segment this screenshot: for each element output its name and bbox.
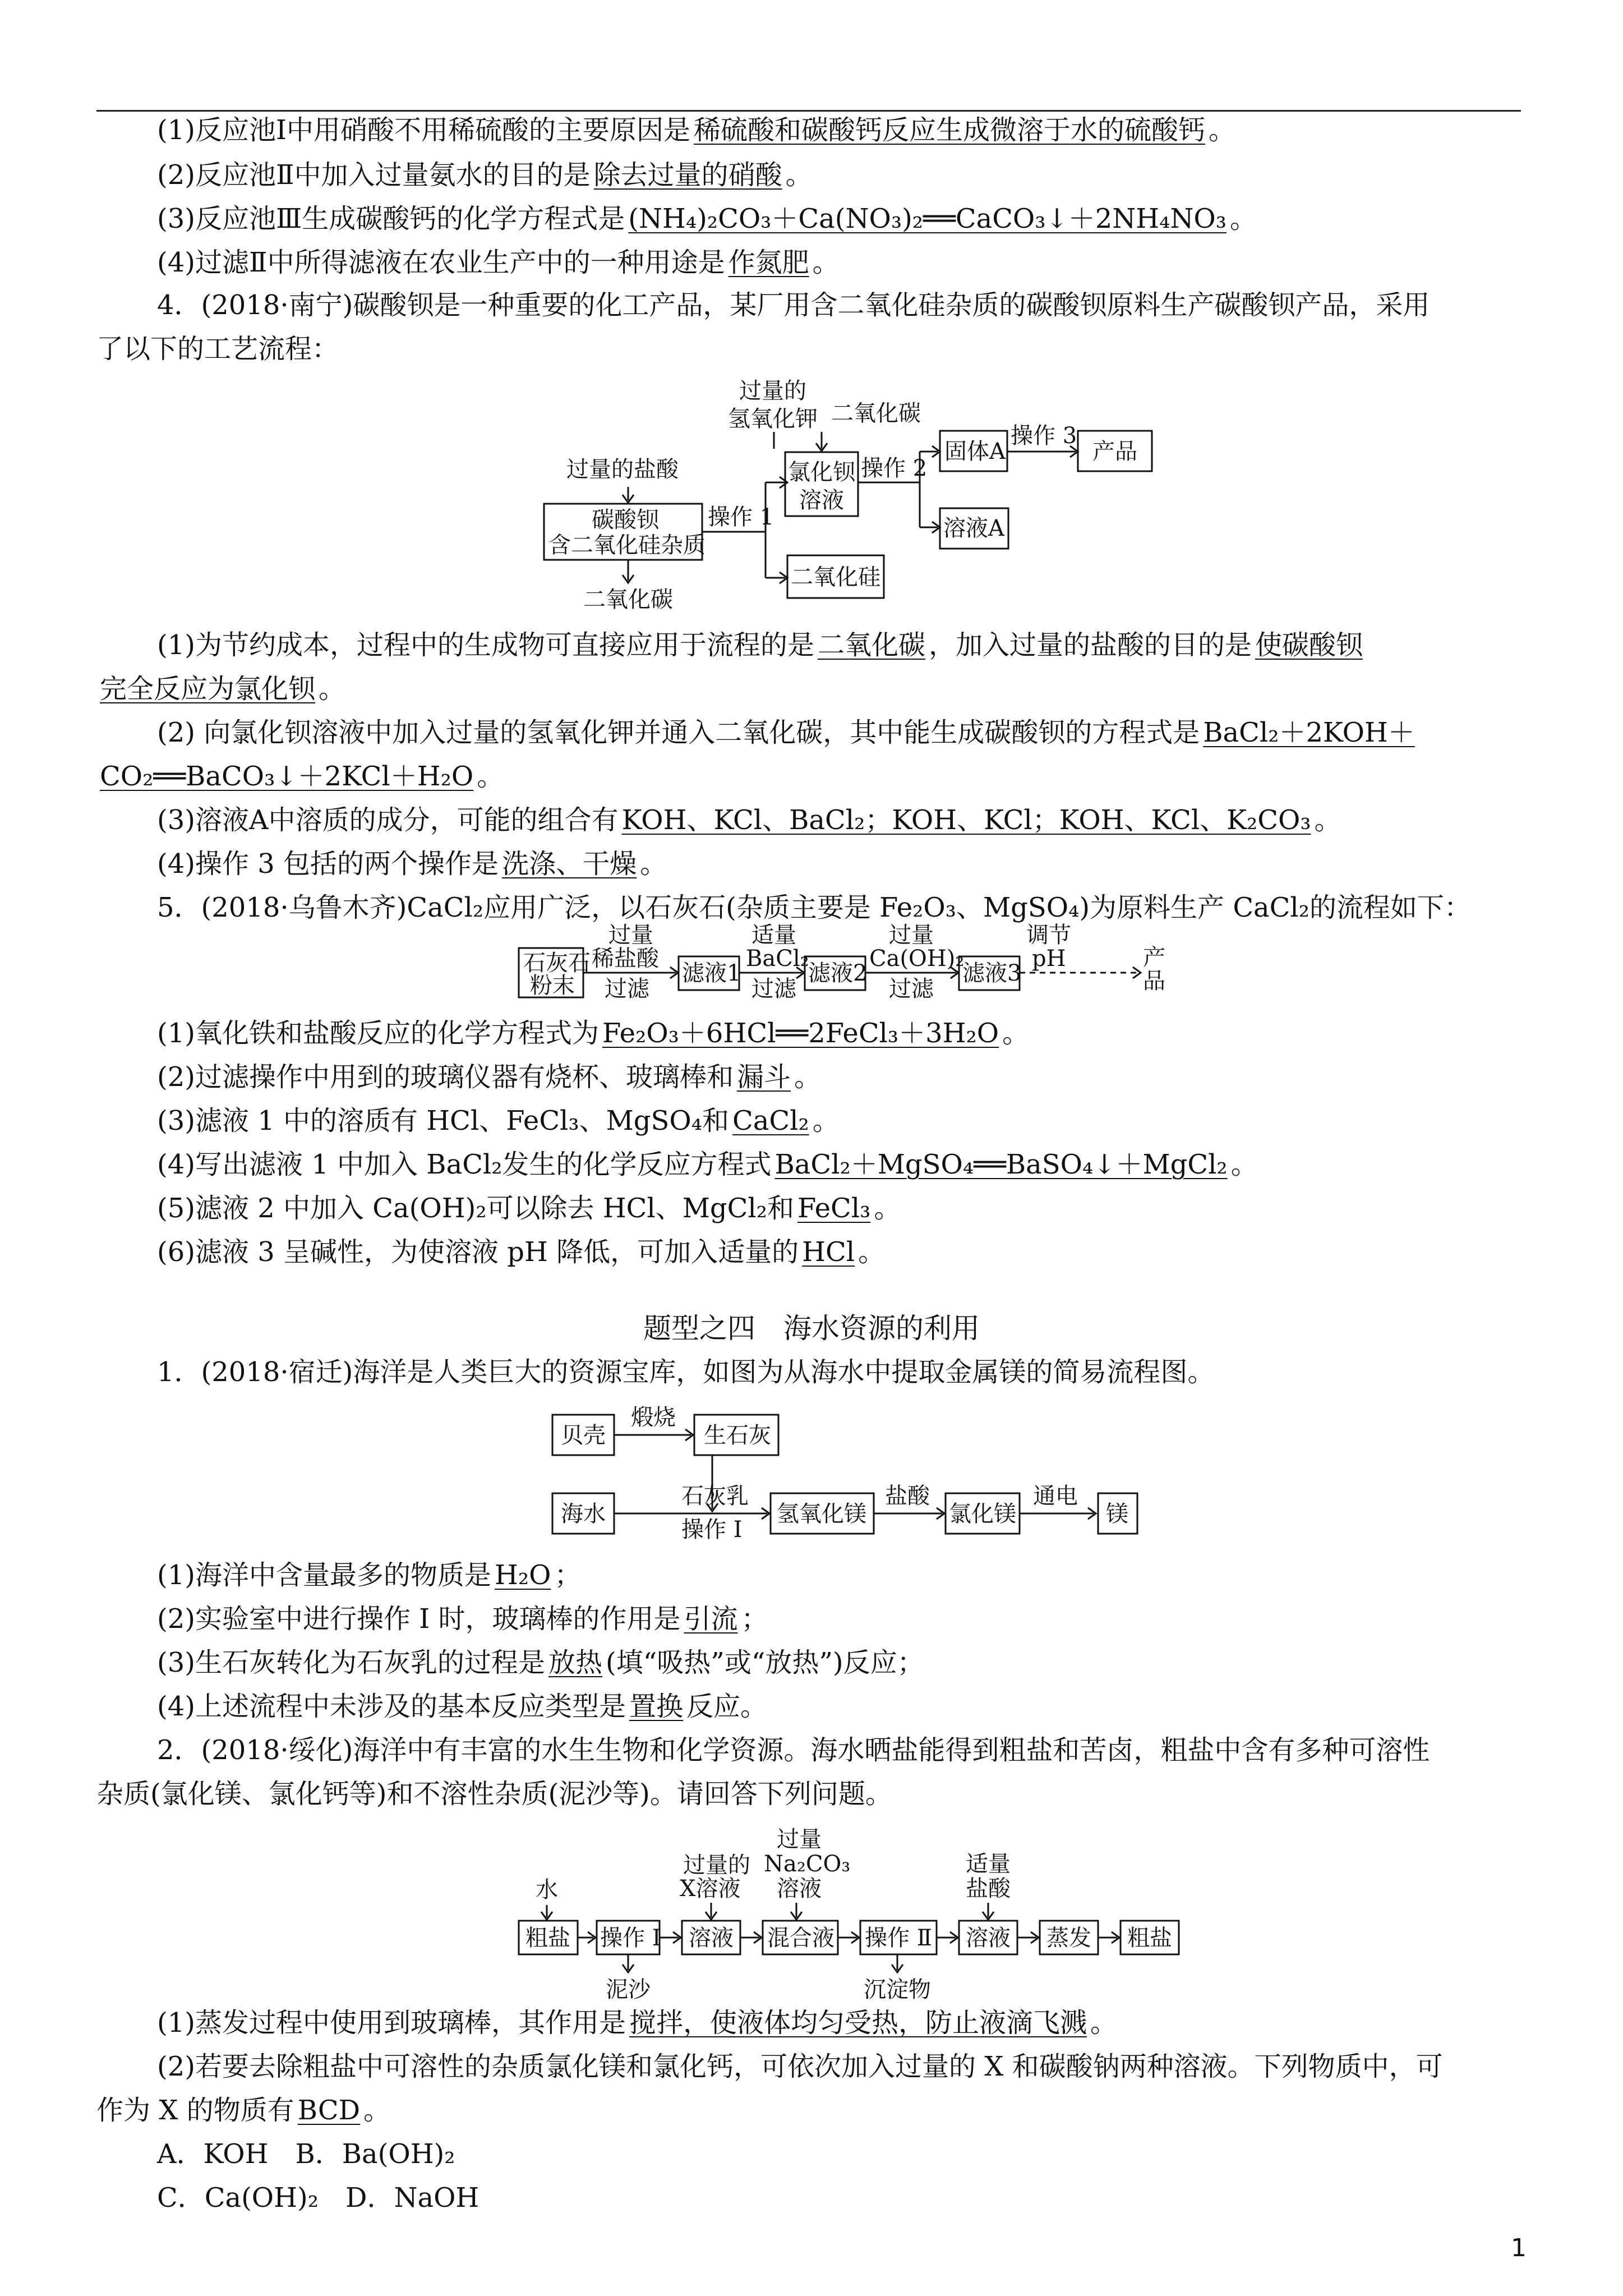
- flow-box-text: 滤液1: [682, 960, 741, 986]
- flow-label: 品: [1143, 968, 1165, 994]
- flow-box-text: 粗盐: [1127, 1925, 1172, 1951]
- answer: Fe₂O₃＋6HCl══2FeCl₃＋3H₂O: [602, 1018, 999, 1049]
- q5-part-6: (6)滤液 3 呈碱性，为使溶液 pH 降低，可加入适量的 HCl 。: [157, 1236, 886, 1268]
- answer: 置换: [629, 1691, 684, 1722]
- q5-part-4: (4)写出滤液 1 中加入 BaCl₂发生的化学反应方程式 BaCl₂＋MgSO₄══BaSO₄↓＋MgCl₂ 。: [157, 1149, 1258, 1180]
- flow-label: 过量的盐酸: [566, 457, 679, 482]
- flow-box-text: 操作 Ⅱ: [865, 1925, 932, 1951]
- flow-label: 过量: [777, 1826, 822, 1852]
- answer: BaCl₂＋2KOH＋: [1203, 717, 1415, 748]
- flow-box-text: 操作 Ⅰ: [600, 1925, 661, 1951]
- answer: FeCl₃: [797, 1193, 871, 1224]
- flow-label: 操作 I: [681, 1517, 743, 1543]
- flow-box-text: 溶液A: [943, 516, 1004, 541]
- q3-part-1: (1)反应池Ⅰ中用硝酸不用稀硫酸的主要原因是 稀硫酸和碳酸钙反应生成微溶于水的硫酸钙 。: [157, 114, 1235, 146]
- flow-label: 溶液: [777, 1876, 822, 1902]
- s4q1-part-3: (3)生石灰转化为石灰乳的过程是 放热 (填“吸热”或“放热”)反应；: [157, 1647, 924, 1678]
- s4q1-flow: [552, 1405, 1137, 1543]
- s4q2-options-cd: C．Ca(OH)₂ D．NaOH: [157, 2182, 479, 2214]
- flow-label: 过量: [889, 922, 934, 948]
- flow-box-text: 含二氧化硅杂质: [548, 532, 706, 558]
- answer: 作氮肥: [728, 247, 809, 278]
- flow-box-text: 氢氧化镁: [777, 1501, 866, 1527]
- answer: CaCl₂: [732, 1105, 809, 1137]
- answer: 稀硫酸和碳酸钙反应生成微溶于水的硫酸钙: [693, 114, 1205, 146]
- flow-label: 二氧化碳: [831, 401, 921, 426]
- q4-intro-2: 了以下的工艺流程：: [96, 333, 339, 365]
- q5-part-3: (3)滤液 1 中的溶质有 HCl、FeCl₃、MgSO₄和 CaCl₂ 。: [157, 1105, 840, 1137]
- flow-label: 产: [1143, 945, 1165, 970]
- s4q2-part-2-cont: 作为 X 的物质有 BCD 。: [96, 2095, 391, 2126]
- answer: 引流: [684, 1603, 738, 1635]
- answer: CO₂══BaCO₃↓＋2KCl＋H₂O: [100, 761, 474, 792]
- flow-box-text: 滤液2: [808, 960, 868, 986]
- flow-box-text: 产品: [1092, 439, 1137, 464]
- flow-label: Ca(OH)₂: [869, 946, 965, 972]
- answer: 除去过量的硝酸: [593, 159, 782, 191]
- s4q1-part-4: (4)上述流程中未涉及的基本反应类型是 置换 反应。: [157, 1691, 768, 1722]
- s4q1-intro: 1．(2018·宿迁)海洋是人类巨大的资源宝库，如图为从海水中提取金属镁的简易流程图。: [157, 1356, 1215, 1388]
- flow-box-text: 生石灰: [704, 1423, 771, 1448]
- q3-part-4: (4)过滤Ⅱ中所得滤液在农业生产中的一种用途是 作氮肥 。: [157, 247, 840, 278]
- s4q2-options-ab: A．KOH B．Ba(OH)₂: [157, 2138, 455, 2170]
- flow-label: 盐酸: [966, 1876, 1011, 1902]
- flow-label: 过滤: [605, 976, 649, 1002]
- flow-box-text: 蒸发: [1046, 1925, 1091, 1951]
- q4-intro-1: 4．(2018·南宁)碳酸钡是一种重要的化工产品，某厂用含二氧化硅杂质的碳酸钡原料生产碳酸钡产品，采用: [157, 289, 1430, 321]
- flow-box-text: 贝壳: [561, 1423, 606, 1448]
- flow-label: 过量: [608, 922, 653, 948]
- s4q1-part-2: (2)实验室中进行操作 I 时，玻璃棒的作用是 引流 ；: [157, 1603, 768, 1635]
- answer: 使碳酸钡: [1255, 629, 1363, 661]
- flow-label: 沉淀物: [864, 1977, 931, 2003]
- flow-label: 泥沙: [606, 1977, 651, 2003]
- flow-label: 适量: [966, 1851, 1011, 1877]
- flow-label: 通电: [1033, 1483, 1078, 1509]
- q4-part-2-cont: CO₂══BaCO₃↓＋2KCl＋H₂O 。: [96, 758, 504, 794]
- flow-box-text: 海水: [561, 1501, 606, 1527]
- flow-label: 水: [536, 1877, 558, 1903]
- q4-flow: [544, 378, 1152, 613]
- flow-label: 煅烧: [631, 1405, 676, 1430]
- flow-box-text: 粗盐: [525, 1925, 570, 1951]
- flow-label: BaCl₂: [746, 946, 809, 972]
- q4-part-1-cont: 完全反应为氯化钡 。: [96, 671, 345, 707]
- s4q2-part-2: (2)若要去除粗盐中可溶性的杂质氯化镁和氯化钙，可依次加入过量的 X 和碳酸钠两种溶液。下列物质中，可: [157, 2051, 1443, 2082]
- answer: 完全反应为氯化钡: [100, 673, 316, 705]
- flow-label: X溶液: [680, 1876, 741, 1902]
- q4-part-3: (3)溶液A中溶质的成分，可能的组合有 KOH、KCl、BaCl₂；KOH、KCl；KOH、KCl、K₂CO₃ 。: [157, 804, 1341, 836]
- flow-box-text: 溶液: [799, 487, 844, 513]
- flow-label: 适量: [751, 922, 796, 948]
- s4q2-flow: [519, 1826, 1179, 2003]
- flow-box-text: 氯化镁: [949, 1501, 1016, 1527]
- s4q2-intro-2: 杂质(氯化镁、氯化钙等)和不溶性杂质(泥沙等)。请回答下列问题。: [96, 1778, 892, 1810]
- flow-box-text: 碳酸钡: [592, 507, 659, 533]
- flow-label: 盐酸: [885, 1483, 930, 1509]
- answer: BCD: [297, 2095, 361, 2126]
- flow-box-text: 镁: [1106, 1501, 1128, 1527]
- flow-label: 操作 1: [708, 504, 774, 530]
- flow-label: Na₂CO₃: [764, 1851, 851, 1877]
- flow-box-text: 溶液: [966, 1925, 1011, 1951]
- q5-flow: [519, 922, 1165, 1002]
- page-number: 1: [1511, 2234, 1527, 2262]
- answer: KOH、KCl、BaCl₂；KOH、KCl；KOH、KCl、K₂CO₃: [621, 804, 1311, 836]
- answer: HCl: [802, 1236, 855, 1268]
- answer: H₂O: [495, 1559, 551, 1591]
- flow-label: pH: [1032, 946, 1066, 972]
- flow-box-text: 二氧化硅: [791, 564, 880, 590]
- flow-box-text: 氯化钡: [788, 459, 855, 485]
- flow-label: 操作 2: [861, 455, 928, 481]
- q5-part-2: (2)过滤操作中用到的玻璃仪器有烧杯、玻璃棒和 漏斗 。: [157, 1061, 822, 1093]
- s4q1-part-1: (1)海洋中含量最多的物质是 H₂O ；: [157, 1559, 582, 1591]
- answer: BaCl₂＋MgSO₄══BaSO₄↓＋MgCl₂: [774, 1149, 1228, 1180]
- flow-box-text: 溶液: [689, 1925, 734, 1951]
- q4-part-4: (4)操作 3 包括的两个操作是 洗涤、干燥 。: [157, 848, 667, 880]
- q4-part-2: (2) 向氯化钡溶液中加入过量的氢氧化钾并通入二氧化碳，其中能生成碳酸钡的方程式是 BaCl₂＋2KOH＋: [157, 715, 1418, 751]
- flow-label: 调节: [1026, 922, 1071, 948]
- flow-label: 石灰乳: [681, 1483, 749, 1509]
- flow-label: 操作 3: [1011, 423, 1077, 449]
- section-title: 题型之四 海水资源的利用: [643, 1312, 980, 1345]
- q5-part-1: (1)氧化铁和盐酸反应的化学方程式为 Fe₂O₃＋6HCl══2FeCl₃＋3H₂O 。: [157, 1018, 1030, 1049]
- flow-box-text: 粉末: [530, 973, 575, 999]
- q3-part-3: (3)反应池Ⅲ生成碳酸钙的化学方程式是 (NH₄)₂CO₃＋Ca(NO₃)₂══CaCO₃↓＋2NH₄NO₃ 。: [157, 203, 1257, 234]
- flow-label: 过量的: [683, 1852, 750, 1878]
- q4-part-1: (1)为节约成本，过程中的生成物可直接应用于流程的是 二氧化碳 ，加入过量的盐酸的目的是 使碳酸钡: [157, 627, 1366, 663]
- flow-box-text: 混合液: [767, 1925, 834, 1951]
- flow-label: 过量的: [739, 378, 806, 404]
- answer: 放热: [548, 1647, 603, 1678]
- answer: 洗涤、干燥: [502, 848, 637, 880]
- answer: 二氧化碳: [818, 629, 926, 661]
- s4q2-intro-1: 2．(2018·绥化)海洋中有丰富的水生生物和化学资源。海水晒盐能得到粗盐和苦卤，粗盐中含有多种可溶性: [157, 1734, 1430, 1766]
- answer: 漏斗: [737, 1061, 791, 1093]
- flow-label: 稀盐酸: [592, 946, 659, 972]
- flow-box-text: 固体A: [944, 439, 1006, 464]
- flow-box-text: 石灰石: [523, 950, 591, 976]
- q5-part-5: (5)滤液 2 中加入 Ca(OH)₂可以除去 HCl、MgCl₂和 FeCl₃ 。: [157, 1193, 901, 1224]
- q5-intro: 5．(2018·乌鲁木齐)CaCl₂应用广泛，以石灰石(杂质主要是 Fe₂O₃、MgSO₄)为原料生产 CaCl₂的流程如下：: [157, 892, 1471, 923]
- answer: 搅拌，使液体均匀受热，防止液滴飞溅: [629, 2007, 1087, 2039]
- flow-label: 氢氧化钾: [728, 406, 818, 432]
- flow-box-text: 滤液3: [962, 960, 1022, 986]
- flow-label: 二氧化碳: [583, 587, 673, 613]
- flow-label: 过滤: [889, 976, 934, 1002]
- answer: (NH₄)₂CO₃＋Ca(NO₃)₂══CaCO₃↓＋2NH₄NO₃: [628, 203, 1227, 234]
- q3-part-2: (2)反应池Ⅱ中加入过量氨水的目的是 除去过量的硝酸 。: [157, 159, 813, 191]
- s4q2-part-1: (1)蒸发过程中使用到玻璃棒，其作用是 搅拌，使液体均匀受热，防止液滴飞溅 。: [157, 2007, 1118, 2039]
- flow-label: 过滤: [751, 976, 796, 1002]
